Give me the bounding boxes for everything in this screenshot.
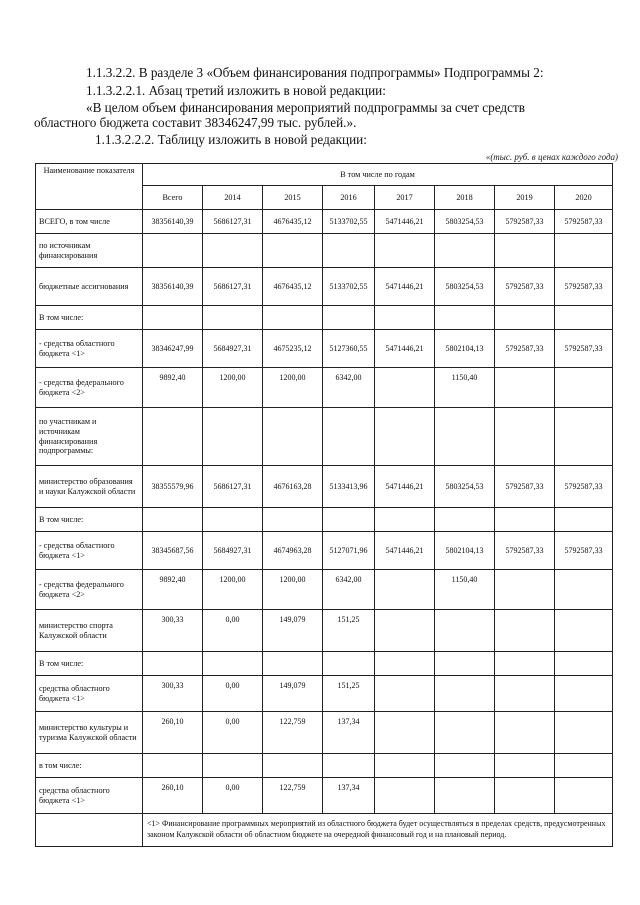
cell-2017 — [375, 676, 435, 712]
cell-2017 — [375, 778, 435, 814]
cell-2015: 4675235,12 — [263, 330, 323, 368]
cell-2015 — [263, 408, 323, 466]
row-label: министерство культуры и туризма Калужской области — [36, 712, 143, 754]
cell-2020: 5792587,33 — [555, 268, 613, 306]
table-row — [36, 712, 613, 754]
cell-total — [143, 306, 203, 330]
table-row — [36, 368, 613, 408]
cell-2014: 1200,00 — [203, 570, 263, 610]
table-row — [36, 408, 613, 466]
cell-2014: 0,00 — [203, 610, 263, 652]
cell-total: 38346247,99 — [143, 330, 203, 368]
cell-2014 — [203, 234, 263, 268]
cell-2016: 6342,00 — [323, 368, 375, 408]
table-row — [36, 306, 613, 330]
footnote-spacer — [36, 814, 143, 847]
footnote-text: <1> Финансирование программных мероприятий из областного бюджета будет осуществляться в пределах средств, предусмотренных законом Калужской области об областном бюджете на очередной финансовый год и на плановый период. — [143, 814, 613, 847]
table-row — [36, 268, 613, 306]
cell-2020 — [555, 676, 613, 712]
cell-2020 — [555, 408, 613, 466]
cell-2017 — [375, 712, 435, 754]
cell-total: 38345687,56 — [143, 532, 203, 570]
cell-2017: 5471446,21 — [375, 268, 435, 306]
cell-2018 — [435, 234, 495, 268]
cell-2017 — [375, 652, 435, 676]
cell-2016 — [323, 408, 375, 466]
header-col-total: Всего — [143, 186, 203, 210]
cell-2016 — [323, 754, 375, 778]
paragraph-1: 1.1.3.2.2. В разделе 3 «Объем финансирования подпрограммы» Подпрограммы 2: — [86, 65, 544, 80]
row-label: бюджетные ассигнования — [36, 268, 143, 306]
cell-2016: 137,34 — [323, 778, 375, 814]
cell-2018: 5803254,53 — [435, 466, 495, 508]
header-col-2018: 2018 — [435, 186, 495, 210]
cell-total: 38356140,39 — [143, 210, 203, 234]
row-label: ВСЕГО, в том числе — [36, 210, 143, 234]
cell-2020 — [555, 368, 613, 408]
cell-2019 — [495, 754, 555, 778]
cell-2020 — [555, 712, 613, 754]
cell-2014: 5686127,31 — [203, 268, 263, 306]
cell-2017 — [375, 408, 435, 466]
units-note: «(тыс. руб. в ценах каждого года) — [485, 152, 618, 162]
cell-total — [143, 652, 203, 676]
paragraph-4: областного бюджета составит 38346247,99 тыс. рублей.». — [34, 115, 357, 130]
cell-total: 38355579,96 — [143, 466, 203, 508]
cell-2017 — [375, 610, 435, 652]
cell-2019 — [495, 234, 555, 268]
cell-2020 — [555, 234, 613, 268]
cell-2018 — [435, 652, 495, 676]
table-row — [36, 210, 613, 234]
cell-2019 — [495, 408, 555, 466]
cell-2018: 5802104,13 — [435, 330, 495, 368]
row-label: - средства областного бюджета <1> — [36, 330, 143, 368]
header-indicator-name: Наименование показателя — [36, 164, 143, 210]
cell-2020 — [555, 306, 613, 330]
cell-total: 9892,40 — [143, 368, 203, 408]
cell-2019 — [495, 712, 555, 754]
cell-2016 — [323, 306, 375, 330]
cell-2017: 5471446,21 — [375, 330, 435, 368]
table-row — [36, 676, 613, 712]
cell-2020: 5792587,33 — [555, 532, 613, 570]
row-label: - средства федерального бюджета <2> — [36, 368, 143, 408]
cell-2016: 5127360,55 — [323, 330, 375, 368]
cell-2019: 5792587,33 — [495, 330, 555, 368]
cell-2019: 5792587,33 — [495, 466, 555, 508]
cell-2015: 4676435,12 — [263, 210, 323, 234]
cell-2016 — [323, 508, 375, 532]
cell-2019 — [495, 652, 555, 676]
header-col-2020: 2020 — [555, 186, 613, 210]
cell-2014 — [203, 754, 263, 778]
cell-2016: 5133702,55 — [323, 268, 375, 306]
cell-2014 — [203, 652, 263, 676]
cell-total: 300,33 — [143, 676, 203, 712]
header-col-2014: 2014 — [203, 186, 263, 210]
cell-2018 — [435, 712, 495, 754]
cell-2020 — [555, 570, 613, 610]
cell-2018: 5802104,13 — [435, 532, 495, 570]
cell-2015: 149,079 — [263, 676, 323, 712]
cell-2020 — [555, 778, 613, 814]
row-label: средства областного бюджета <1> — [36, 778, 143, 814]
cell-2016 — [323, 234, 375, 268]
table-row — [36, 610, 613, 652]
cell-total — [143, 408, 203, 466]
cell-2015 — [263, 754, 323, 778]
cell-2016: 6342,00 — [323, 570, 375, 610]
cell-total: 300,33 — [143, 610, 203, 652]
cell-2016: 151,25 — [323, 610, 375, 652]
cell-2015: 122,759 — [263, 778, 323, 814]
cell-2018 — [435, 610, 495, 652]
cell-2018: 1150,40 — [435, 368, 495, 408]
cell-2017 — [375, 508, 435, 532]
cell-2017 — [375, 754, 435, 778]
cell-2014: 5684927,31 — [203, 330, 263, 368]
row-label: - средства федерального бюджета <2> — [36, 570, 143, 610]
table-row — [36, 778, 613, 814]
cell-2020 — [555, 754, 613, 778]
cell-2017 — [375, 368, 435, 408]
cell-2020 — [555, 610, 613, 652]
cell-2018: 5803254,53 — [435, 210, 495, 234]
footnote-row — [36, 814, 613, 847]
cell-2015: 4674963,28 — [263, 532, 323, 570]
cell-2017: 5471446,21 — [375, 466, 435, 508]
cell-2015: 4676163,28 — [263, 466, 323, 508]
table-body — [36, 164, 613, 847]
header-col-2016: 2016 — [323, 186, 375, 210]
table-row — [36, 234, 613, 268]
cell-2014 — [203, 508, 263, 532]
row-label: средства областного бюджета <1> — [36, 676, 143, 712]
table-row — [36, 330, 613, 368]
cell-2018: 5803254,53 — [435, 268, 495, 306]
cell-2014 — [203, 408, 263, 466]
cell-total — [143, 234, 203, 268]
cell-2014 — [203, 306, 263, 330]
paragraph-3: «В целом объем финансирования мероприятий подпрограммы за счет средств — [86, 100, 525, 115]
cell-2014: 0,00 — [203, 676, 263, 712]
cell-2019 — [495, 778, 555, 814]
cell-2018 — [435, 676, 495, 712]
row-label: министерство образования и науки Калужской области — [36, 466, 143, 508]
cell-2017 — [375, 234, 435, 268]
cell-2016: 5133702,55 — [323, 210, 375, 234]
cell-2016: 5127071,96 — [323, 532, 375, 570]
paragraph-5: 1.1.3.2.2.2. Таблицу изложить в новой редакции: — [95, 132, 367, 147]
cell-2014: 5684927,31 — [203, 532, 263, 570]
row-label: по участникам и источникам финансирования подпрограммы: — [36, 408, 143, 466]
cell-total: 260,10 — [143, 712, 203, 754]
table-row — [36, 532, 613, 570]
cell-2015: 1200,00 — [263, 570, 323, 610]
cell-2016 — [323, 652, 375, 676]
cell-2019: 5792587,33 — [495, 268, 555, 306]
cell-2015 — [263, 652, 323, 676]
cell-2018 — [435, 306, 495, 330]
cell-2016: 137,34 — [323, 712, 375, 754]
cell-2018: 1150,40 — [435, 570, 495, 610]
cell-2015: 122,759 — [263, 712, 323, 754]
cell-2019 — [495, 508, 555, 532]
cell-2020 — [555, 652, 613, 676]
cell-total — [143, 508, 203, 532]
row-label: в том числе: — [36, 754, 143, 778]
cell-total: 9892,40 — [143, 570, 203, 610]
cell-2019 — [495, 610, 555, 652]
row-label: - средства областного бюджета <1> — [36, 532, 143, 570]
row-label: министерство спорта Калужской области — [36, 610, 143, 652]
cell-2019 — [495, 306, 555, 330]
cell-2014: 1200,00 — [203, 368, 263, 408]
cell-2020: 5792587,33 — [555, 466, 613, 508]
cell-2016: 5133413,96 — [323, 466, 375, 508]
header-years-group: В том числе по годам — [143, 164, 613, 186]
cell-2014: 5686127,31 — [203, 466, 263, 508]
cell-2015: 149,079 — [263, 610, 323, 652]
cell-2019 — [495, 676, 555, 712]
cell-2014: 5686127,31 — [203, 210, 263, 234]
cell-2019: 5792587,33 — [495, 532, 555, 570]
cell-total — [143, 754, 203, 778]
row-label: В том числе: — [36, 652, 143, 676]
table-row — [36, 508, 613, 532]
table-row — [36, 466, 613, 508]
row-label: В том числе: — [36, 508, 143, 532]
cell-2015 — [263, 508, 323, 532]
cell-2018 — [435, 408, 495, 466]
cell-2017 — [375, 570, 435, 610]
cell-2018 — [435, 754, 495, 778]
cell-2016: 151,25 — [323, 676, 375, 712]
cell-2020: 5792587,33 — [555, 210, 613, 234]
row-label: по источникам финансирования — [36, 234, 143, 268]
table-row — [36, 754, 613, 778]
table-row — [36, 652, 613, 676]
cell-2020: 5792587,33 — [555, 330, 613, 368]
cell-total: 38356140,39 — [143, 268, 203, 306]
cell-2014: 0,00 — [203, 778, 263, 814]
table-row — [36, 570, 613, 610]
cell-2015 — [263, 306, 323, 330]
cell-2019 — [495, 368, 555, 408]
cell-2015 — [263, 234, 323, 268]
row-label: В том числе: — [36, 306, 143, 330]
financing-table — [35, 163, 613, 847]
header-col-2017: 2017 — [375, 186, 435, 210]
cell-2017: 5471446,21 — [375, 210, 435, 234]
cell-2015: 1200,00 — [263, 368, 323, 408]
cell-2018 — [435, 508, 495, 532]
cell-2017: 5471446,21 — [375, 532, 435, 570]
header-col-2015: 2015 — [263, 186, 323, 210]
paragraph-2: 1.1.3.2.2.1. Абзац третий изложить в новой редакции: — [86, 83, 386, 98]
cell-2015: 4676435,12 — [263, 268, 323, 306]
cell-total: 260,10 — [143, 778, 203, 814]
cell-2020 — [555, 508, 613, 532]
cell-2019 — [495, 570, 555, 610]
header-row-1 — [36, 164, 613, 186]
cell-2014: 0,00 — [203, 712, 263, 754]
cell-2019: 5792587,33 — [495, 210, 555, 234]
header-col-2019: 2019 — [495, 186, 555, 210]
cell-2017 — [375, 306, 435, 330]
cell-2018 — [435, 778, 495, 814]
